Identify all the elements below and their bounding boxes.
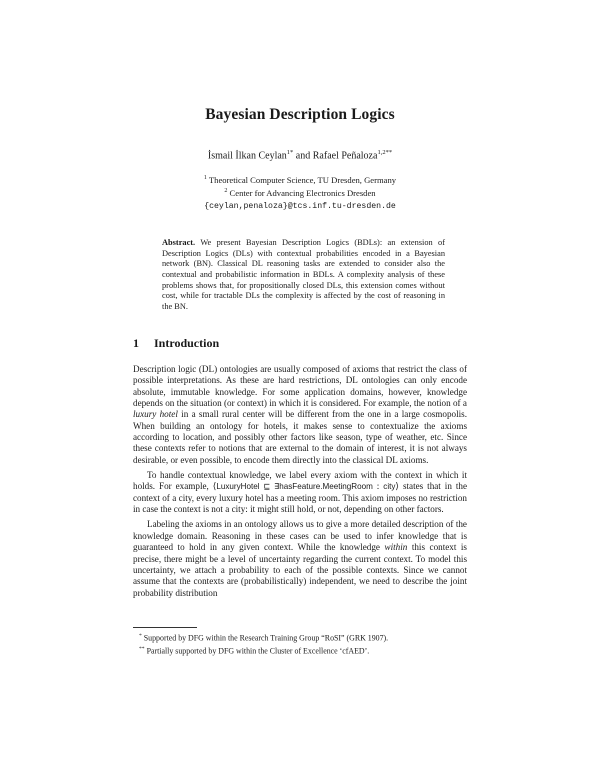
author-mark: 1,2** (377, 149, 393, 156)
paragraph-text: in a small rural center will be different from the one in a large cosmopolis. When building an ontology for hotels, it makes sense to contextualize the axioms according to location, and possibly other factors like season, type of weather, etc. Since these contexts refer to notions that are external to the domain of interest, it is not always desirable, or even possible, to encode them directly into the classical DL axioms. (133, 409, 467, 465)
footnotes (133, 631, 467, 657)
footnote-divider (133, 627, 197, 628)
emphasis: within (384, 542, 408, 553)
section-heading (133, 336, 219, 351)
paragraph (133, 519, 467, 598)
affiliation-text: Theoretical Computer Science, TU Dresden, Germany (208, 174, 397, 185)
affiliations (0, 173, 600, 213)
axiom-context: city (383, 482, 396, 492)
axiom-bracket: ⟩ (395, 481, 399, 492)
paragraph-text: states that in the context of a city, every luxury hotel has a meeting room. This axiom imposes no restriction in case the context is not a city: it might still hold, or not, depending on other factors. (133, 481, 467, 515)
author-mark: 1* (286, 149, 294, 156)
email-line (0, 200, 600, 213)
footnote (133, 644, 467, 657)
footnote (133, 631, 467, 644)
author-connector: and (295, 150, 311, 162)
paper-title: Bayesian Description Logics (205, 106, 395, 123)
footnote-text: Partially supported by DFG within the Cluster of Excellence ‘cfAED’. (146, 646, 370, 656)
section-title: Introduction (154, 336, 220, 350)
axiom-separator: : (372, 481, 384, 492)
paragraph-text: To handle contextual knowledge, we label every axiom with the context in which it holds. For example, (133, 470, 467, 492)
footnote-mark: * (139, 633, 142, 639)
section-number: 1 (133, 336, 139, 350)
paragraph-text: this context is precise, there might be a level of uncertainty regarding the current context. To model this uncertainty, we attach a probability to each of the possible contexts. Since we cannot assume that the contexts are (probabilistically) independent, we need to describe the joint probability distribution (133, 542, 467, 598)
footnote-text: Supported by DFG within the Research Training Group “RoSI” (GRK 1907). (143, 633, 389, 643)
paragraph-text: Description logic (DL) ontologies are usually composed of axioms that restrict the class of possible interpretations. As these are hard restrictions, DL ontologies can only encode absolute, immutable knowledge. For some application domains, however, knowledge depends on the situation (or context) in which it is considered. For example, the notion of a (133, 364, 467, 409)
author-line (0, 149, 600, 161)
paragraph (133, 364, 467, 466)
affiliation-line (0, 186, 600, 199)
email-address: {ceylan,penaloza}@tcs.inf.tu-dresden.de (204, 201, 396, 211)
affiliation-mark: 2 (224, 188, 228, 195)
abstract-text: We present Bayesian Description Logics (BDLs): an extension of Description Logics (DLs) with contextual probabilities encoded in a Bayesian network (BN). Classical DL reasoning tasks are extended to consider also the contextual and probabilistic information in BDLs. A complexity analysis of these problems shows that, for propositionally closed DLs, this extension comes without cost, while for tractable DLs the complexity is affected by the cost of reasoning in the BN. (162, 238, 445, 311)
affiliation-mark: 1 (203, 175, 207, 181)
axiom-example (213, 481, 399, 491)
author-name: İsmail İlkan Ceylan (207, 150, 287, 162)
axiom-formula: LuxuryHotel ⊑ ∃hasFeature.MeetingRoom (216, 482, 373, 492)
abstract-label: Abstract. (162, 238, 196, 247)
affiliation-text: Center for Advancing Electronics Dresden (229, 188, 376, 199)
abstract (162, 238, 445, 313)
emphasis: luxury hotel (133, 409, 178, 420)
axiom-bracket: ⟨ (212, 481, 217, 492)
author-name: Rafael Peñaloza (312, 150, 378, 162)
affiliation-line (0, 173, 600, 186)
paragraph-text: Labeling the axioms in an ontology allows us to give a more detailed description of the knowledge domain. Reasoning in these cases can be used to infer knowledge that is guaranteed to hold in any given context. While the knowledge (133, 519, 467, 553)
footnote-mark: ** (139, 645, 145, 652)
paragraph (133, 470, 467, 515)
section-body (133, 364, 467, 603)
